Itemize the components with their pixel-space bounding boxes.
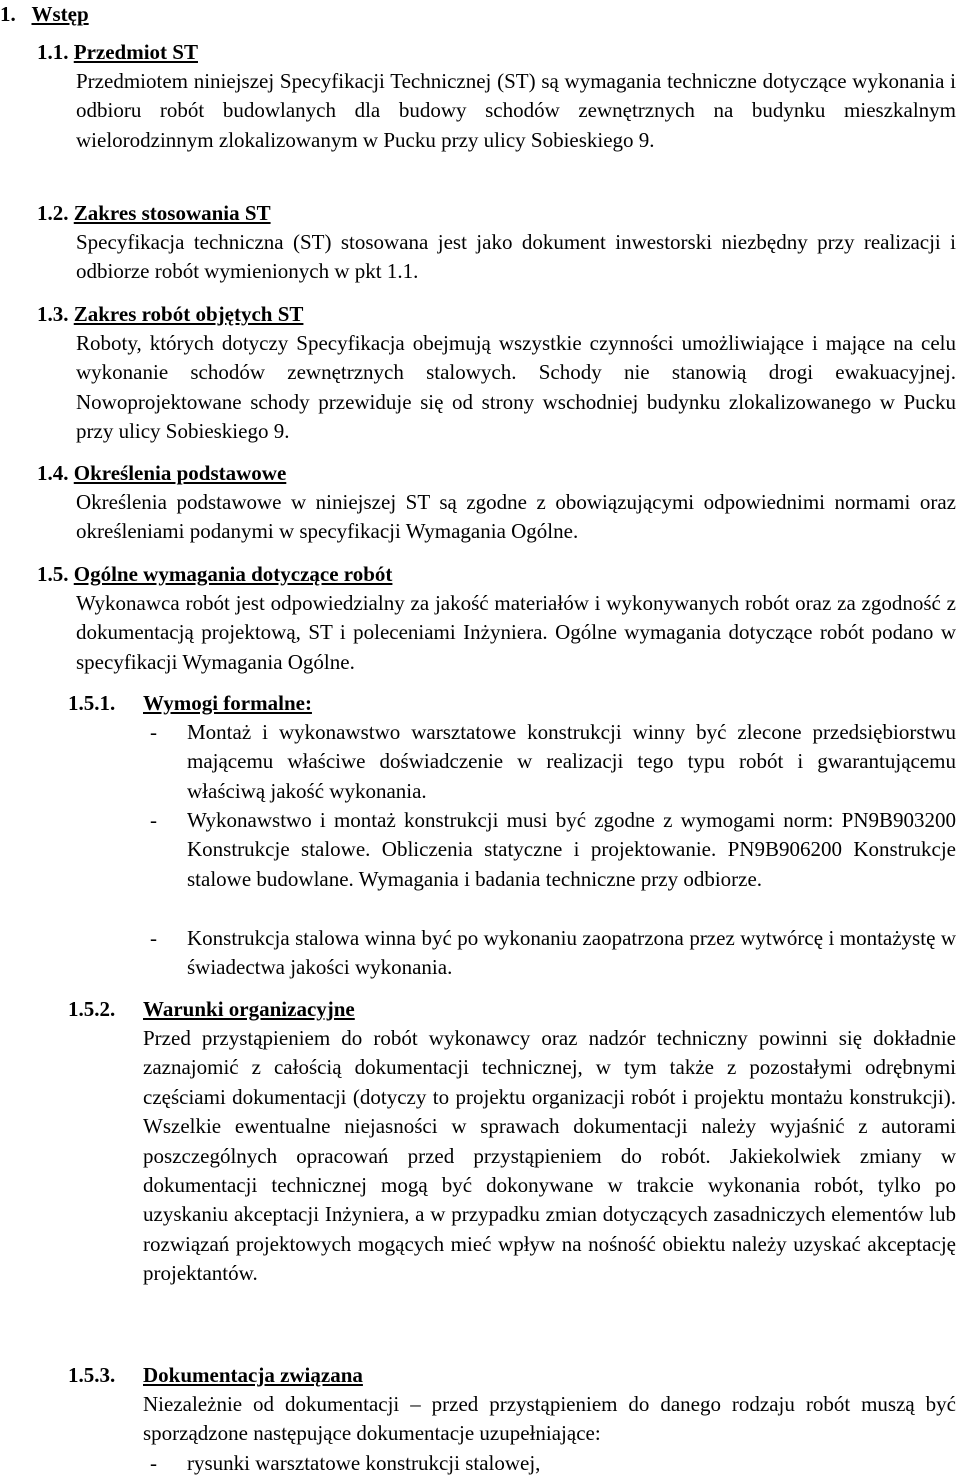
section-number: 1.5.: [37, 562, 69, 586]
list-item-text: Wykonawstwo i montaż konstrukcji musi być zgodne z wymogami norm: PN9B903200 Konstrukcje stalowe. Obliczenia statyczne i projektowanie. PN9B906200 Konstrukcje stalowe budowlane. Wymagania i badania techniczne przy odbiorze.: [187, 808, 956, 891]
section-title: Zakres robót objętych ST: [73, 302, 304, 326]
list-item: [150, 1449, 956, 1478]
section-title: Określenia podstawowe: [73, 461, 287, 485]
subsection-number-1-5-2: 1.5.2.: [68, 997, 116, 1021]
section-number: 1.4.: [37, 461, 69, 485]
section-heading-1-3: [37, 300, 303, 329]
subsection-title-1-5-3: Dokumentacja związana: [143, 1363, 363, 1387]
section-title: Ogólne wymagania dotyczące robót: [73, 562, 393, 586]
list-dash: -: [150, 926, 157, 950]
section-number: 1.1.: [37, 40, 69, 64]
list-item: [150, 718, 956, 806]
list-dash: -: [150, 1451, 157, 1475]
section-title: Przedmiot ST: [73, 40, 198, 64]
section-text-1-5-3: Niezależnie od dokumentacji – przed przystąpieniem do danego rodzaju robót muszą być sporządzone następujące dokumentacje uzupełniające:: [143, 1392, 956, 1446]
section-text-1-4: Określenia podstawowe w niniejszej ST są zgodne z obowiązującymi odpowiednimi normami oraz określeniami podanymi w specyfikacji Wymagania Ogólne.: [76, 490, 956, 544]
subsection-number-1-5-3: 1.5.3.: [68, 1363, 116, 1387]
chapter-heading: [0, 0, 89, 29]
list-item-text: Konstrukcja stalowa winna być po wykonaniu zaopatrzona przez wytwórcę i montażystę w świadectwa jakości wykonania.: [187, 926, 956, 980]
list-item: [150, 806, 956, 894]
section-number: 1.3.: [37, 302, 69, 326]
list-item: [150, 924, 956, 983]
list-dash: -: [150, 720, 157, 744]
subsection-title-1-5-1: Wymogi formalne:: [143, 691, 312, 715]
section-heading-1-2: [37, 199, 271, 228]
section-heading-1-5: [37, 560, 392, 589]
subsection-title-1-5-2: Warunki organizacyjne: [143, 997, 355, 1021]
subsection-number-1-5-1: 1.5.1.: [68, 691, 116, 715]
section-number: 1.2.: [37, 201, 69, 225]
section-text-1-1: Przedmiotem niniejszej Specyfikacji Technicznej (ST) są wymagania techniczne dotyczące wykonania i odbioru robót budowlanych dla budowy schodów zewnętrznych na budynku mieszkalnym wielorodzinnym zlokalizowanym w Pucku przy ulicy Sobieskiego 9.: [76, 69, 956, 152]
list-dash: -: [150, 808, 157, 832]
section-title: Zakres stosowania ST: [73, 201, 271, 225]
section-text-1-5-2: Przed przystąpieniem do robót wykonawcy oraz nadzór techniczny powinni się dokładnie zaznajomić z całością dokumentacji technicznej, w tym także z pozostałymi odrębnymi częściami dokumentacji (dotyczy to projektu organizacji robót i projektu montażu konstrukcji). Wszelkie ewentualne niejasności w sprawach dokumentacji należy wyjaśnić z autorami poszczególnych opracowań przed przystąpieniem do robót. Jakiekolwiek zmiany w dokumentacji technicznej mogą być dokonywane w trakcie wykonania robót, tylko po uzyskaniu akceptacji Inżyniera, a w przypadku zmian dotyczących zasadniczych elementów lub rozwiązań projektowych mogących mieć wpływ na nośność obiektu należy uzyskać akceptację projektantów.: [143, 1026, 956, 1286]
section-heading-1-1: [37, 38, 198, 67]
list-item-text: Montaż i wykonawstwo warsztatowe konstrukcji winny być zlecone przedsiębiorstwu mającemu właściwe doświadczenie w realizacji tego typu robót i gwarantującemu właściwą jakość wykonania.: [187, 720, 956, 803]
section-text-1-2: Specyfikacja techniczna (ST) stosowana jest jako dokument inwestorski niezbędny przy realizacji i odbiorze robót wymienionych w pkt 1.1.: [76, 230, 956, 284]
section-text-1-5: Wykonawca robót jest odpowiedzialny za jakość materiałów i wykonywanych robót oraz za zgodność z dokumentacją projektową, ST i poleceniami Inżyniera. Ogólne wymagania dotyczące robót podano w specyfikacji Wymagania Ogólne.: [76, 591, 956, 674]
chapter-title: Wstęp: [31, 2, 89, 26]
list-item-text: rysunki warsztatowe konstrukcji stalowej,: [187, 1451, 541, 1475]
section-heading-1-4: [37, 459, 286, 488]
chapter-number: 1.: [0, 2, 16, 26]
section-text-1-3: Roboty, których dotyczy Specyfikacja obejmują wszystkie czynności umożliwiające i mające na celu wykonanie schodów zewnętrznych stalowych. Schody nie stanowią drogi ewakuacyjnej. Nowoprojektowane schody przewiduje się od strony wschodniej budynku zlokalizowanego w Pucku przy ulicy Sobieskiego 9.: [76, 331, 956, 444]
